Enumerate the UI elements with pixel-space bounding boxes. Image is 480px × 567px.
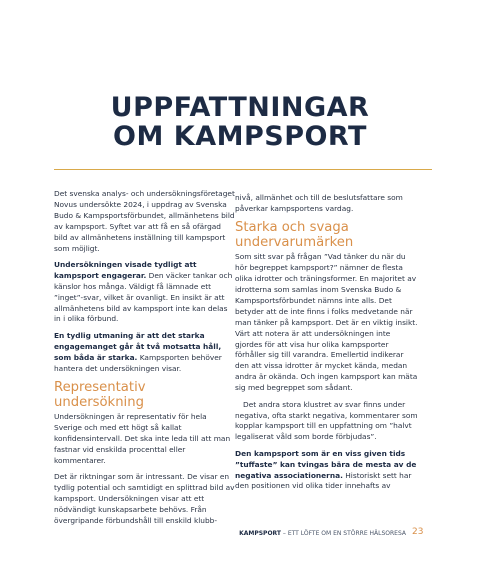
page-title-line-1: UPPFATTNINGAR bbox=[110, 92, 370, 123]
engagement-body: Den väcker tankar och känslor hos många. Väldigt få lämnade ett ”inget”-svar, vilket är ovanligt. En insikt är att allmänhetens bild av kampsport inte kan delas in i olika förbund. bbox=[54, 270, 233, 324]
left-column bbox=[54, 189, 236, 532]
challenge-paragraph bbox=[54, 331, 236, 375]
intro-paragraph: Det svenska analys- och undersökningsföretaget Novus undersökte 2024, i uppdrag av Svenska Budo & Kampsportsförbundet, allmänhetens bild av kampsport. Syftet var att få en så ofärgad bild av allmänhetens inställning till kampsport som möjligt. bbox=[54, 189, 235, 253]
continuation-paragraph: nivå, allmänhet och till de beslutsfattare som påverkar kampsportens vardag. bbox=[235, 193, 403, 213]
page-number: 23 bbox=[412, 527, 424, 537]
page-title-line-2: OM KAMPSPORT bbox=[113, 121, 367, 152]
engagement-paragraph bbox=[54, 260, 236, 325]
toughest-body: Historiskt sett har den positionen vid olika tider innehafts av bbox=[235, 470, 412, 491]
brands-paragraph: Som sitt svar på frågan ”Vad tänker du när du hör begreppet kampsport?” nämner de flesta olika idrotter och träningsformer. En majoritet av idrotterna som samlas inom Svenska Budo & Kampsportsförbundet nämns inte alls. Det betyder att de inte finns i folks medvetande när man tänker på kampsport. Det är en viktig insikt. Värt att notera är att undersökningen inte gjordes för att visa hur olika kampsporter förhåller sig till varandra. Emellertid indikerar den att vissa idrotter är mycket kända, medan andra är okända. Och ingen kampsport kan mäta sig med begreppet som sådant. bbox=[235, 252, 418, 393]
directions-paragraph: Det är riktningar som är intressant. De visar en tydlig potential och samtidigt en splittrad bild av kampsport. Undersökningen visar att ett nödvändigt kunskapsarbete behövs. Från övergripande förbundshåll till enskild klubb- bbox=[54, 472, 235, 525]
negative-cluster-paragraph: Det andra stora klustret av svar finns under negativa, ofta starkt negativa, kommentarer som kopplar kampsport till en uppfattning om ”halvt legaliserat våld som borde förbjudas”. bbox=[235, 399, 418, 442]
engagement-lead: Undersökningen visade tydligt att kampsport engagerar. bbox=[54, 259, 197, 280]
footer-tagline: – ETT LÖFTE OM EN STÖRRE HÄLSORESA bbox=[281, 530, 406, 537]
title-divider bbox=[54, 169, 432, 170]
page-footer bbox=[239, 530, 406, 537]
toughest-lead: Den kampsport som är en viss given tids ”tuffaste” kan tvingas bära de mesta av de negativa associationerna. bbox=[235, 448, 417, 480]
page-title bbox=[0, 93, 480, 151]
toughest-paragraph bbox=[235, 449, 419, 493]
section-heading-representative: Representativ undersökning bbox=[54, 380, 146, 410]
challenge-body: Kampsporten behöver hantera det undersökningen visar. bbox=[54, 352, 222, 373]
representative-paragraph: Undersökningen är representativ för hela Sverige och med ett högt så kallat konfidensintervall. Det ska inte leda till att man fastnar vid enskilda procenttal eller kommentarer. bbox=[54, 412, 231, 465]
footer-brand: KAMPSPORT bbox=[239, 530, 281, 537]
right-column bbox=[235, 193, 419, 498]
section-heading-brands: Starka och svaga undervarumärken bbox=[235, 220, 354, 251]
challenge-lead: En tydlig utmaning är att det starka engagemanget går åt två motsatta håll, som båda är starka. bbox=[54, 330, 222, 362]
